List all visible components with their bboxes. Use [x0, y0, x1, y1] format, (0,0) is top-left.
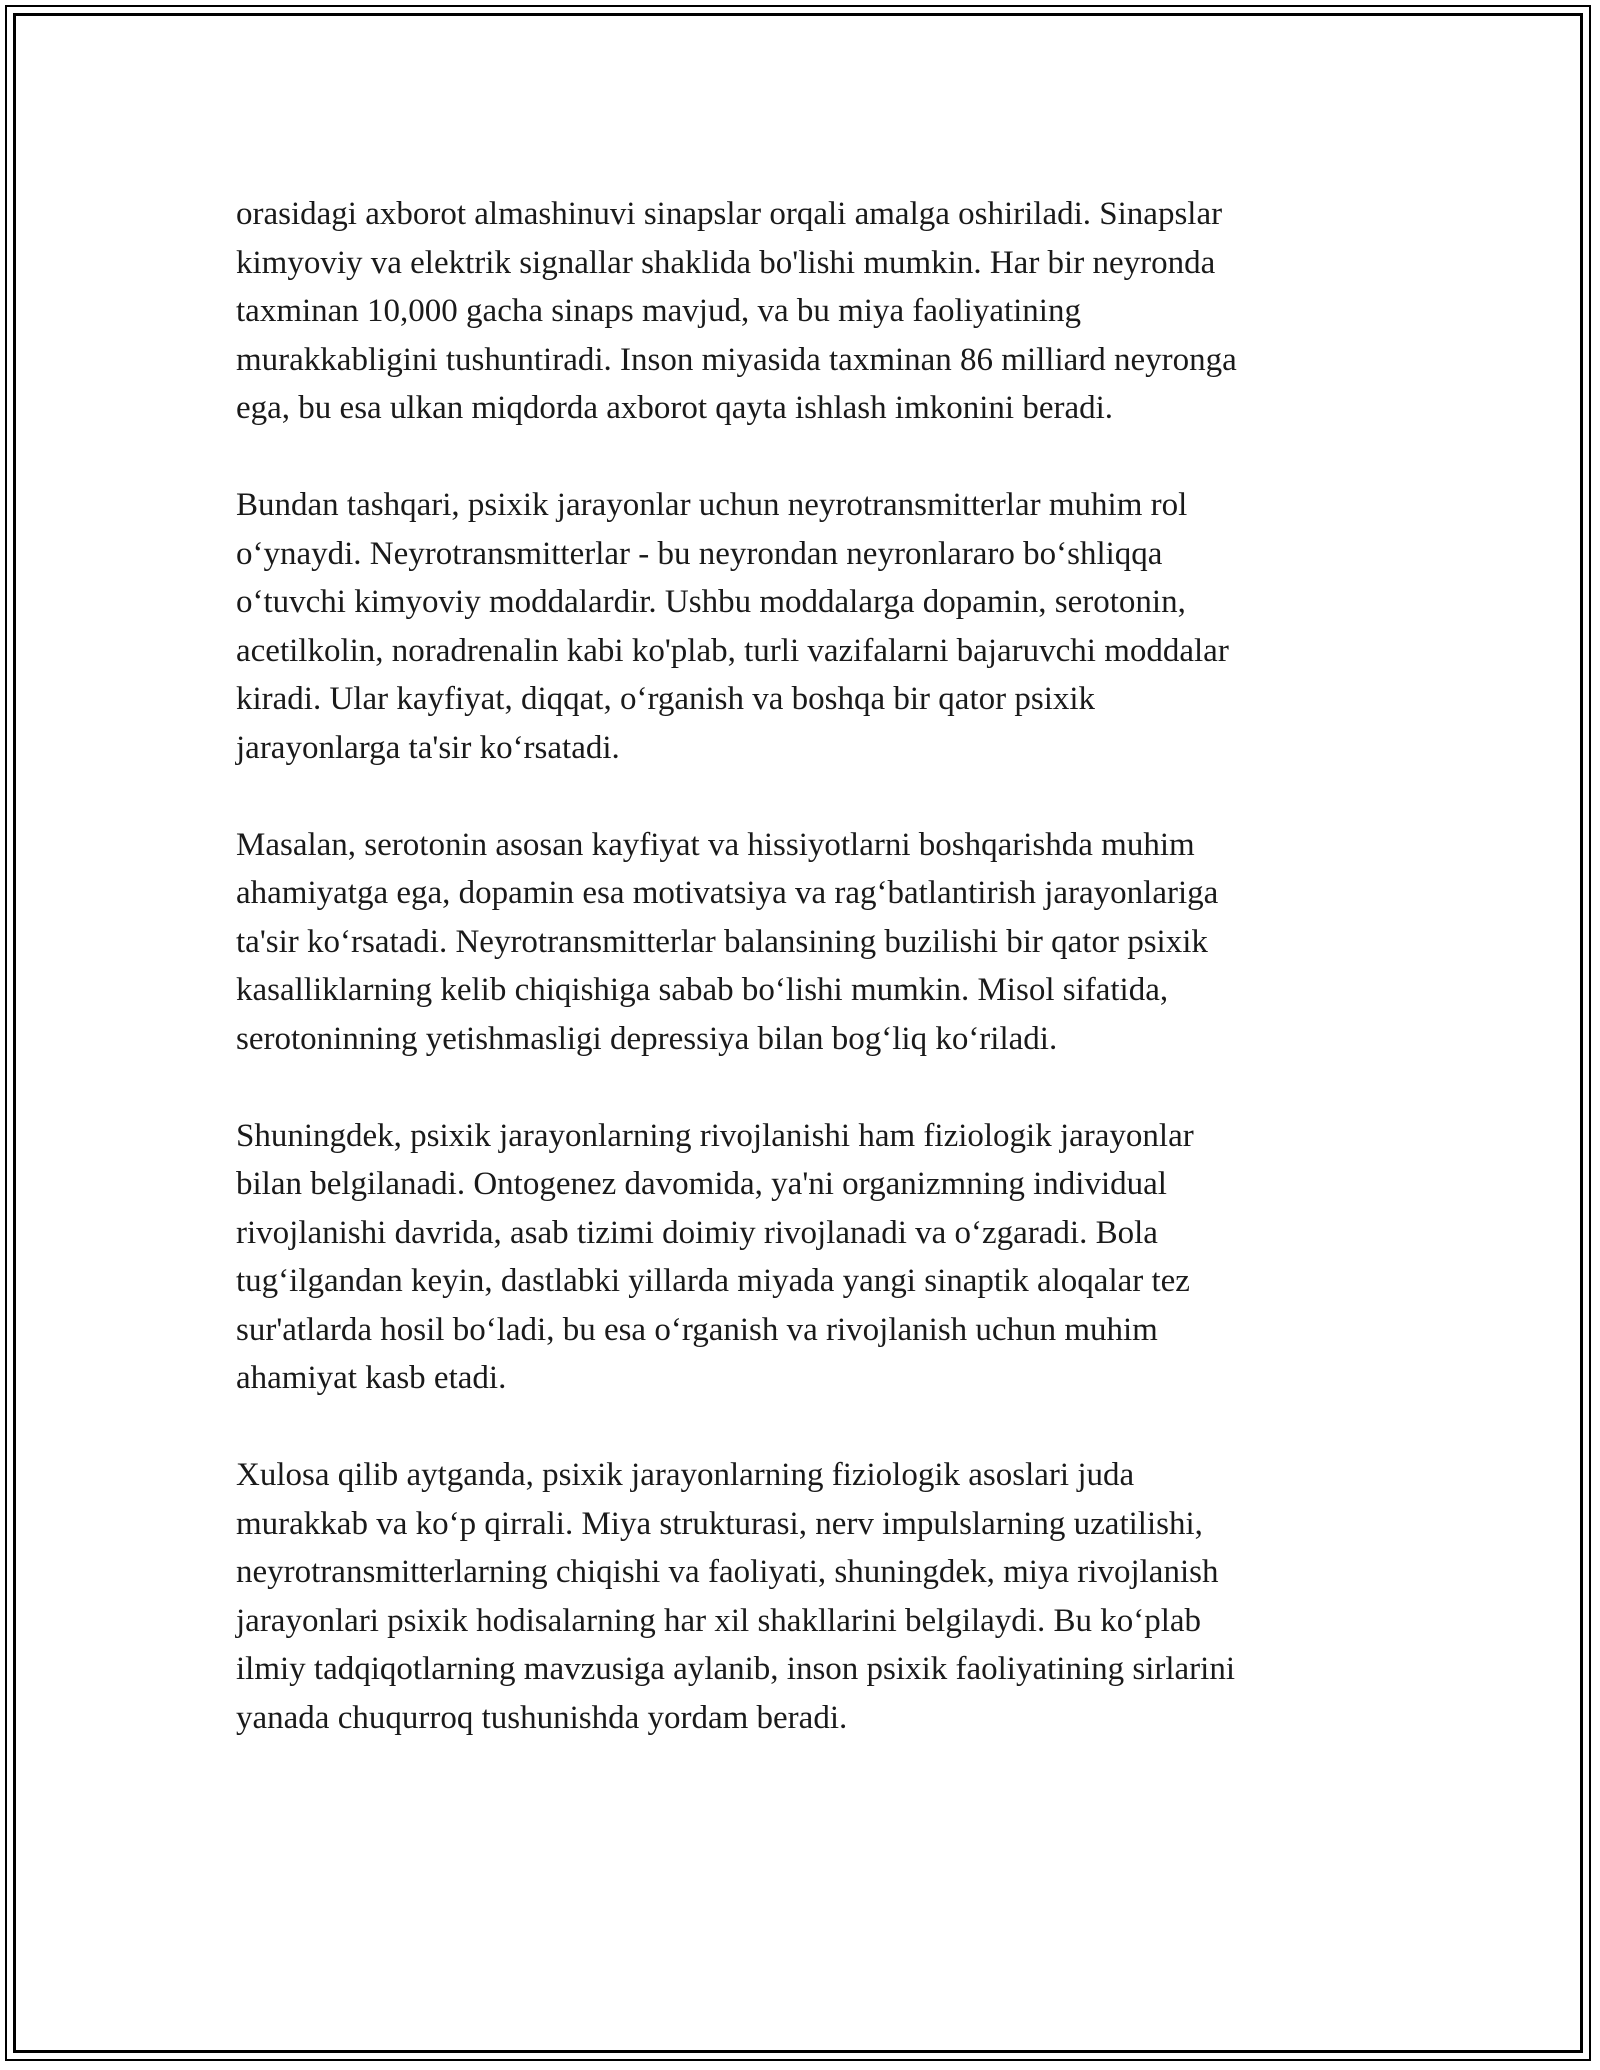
text-line: Shuningdek, psixik jarayonlarning rivojlanishi ham fiziologik jarayonlar	[236, 1117, 1194, 1154]
text-line: o‘ynaydi. Neyrotransmitterlar - bu neyrondan neyronlararo bo‘shliqqa	[236, 535, 1163, 572]
text-line: serotoninning yetishmasligi depressiya bilan bog‘liq ko‘riladi.	[236, 1020, 1058, 1057]
paragraph-2	[236, 481, 1366, 772]
text-line: ahamiyat kasb etadi.	[236, 1360, 507, 1396]
text-line: murakkabligini tushuntiradi. Inson miyasida taxminan 86 milliard neyronga	[236, 341, 1237, 378]
text-line: ega, bu esa ulkan miqdorda axborot qayta ishlash imkonini beradi.	[236, 390, 1114, 426]
text-line: sur'atlarda hosil bo‘ladi, bu esa o‘rganish va rivojlanish uchun muhim	[236, 1311, 1158, 1348]
text-line: Masalan, serotonin asosan kayfiyat va hissiyotlarni boshqarishda muhim	[236, 826, 1195, 863]
text-line: Xulosa qilib aytganda, psixik jarayonlarning fiziologik asoslari juda	[236, 1457, 1135, 1493]
text-line: yanada chuqurroq tushunishda yordam beradi.	[236, 1699, 848, 1736]
document-body	[236, 190, 1366, 1791]
text-line: ahamiyatga ega, dopamin esa motivatsiya va rag‘batlantirish jarayonlariga	[236, 875, 1219, 911]
text-line: acetilkolin, noradrenalin kabi ko'plab, turli vazifalarni bajaruvchi moddalar	[236, 632, 1229, 669]
text-line: orasidagi axborot almashinuvi sinapslar orqali amalga oshiriladi. Sinapslar	[236, 196, 1223, 232]
text-line: ilmiy tadqiqotlarning mavzusiga aylanib, inson psixik faoliyatining sirlarini	[236, 1651, 1236, 1687]
text-line: taxminan 10,000 gacha sinaps mavjud, va bu miya faoliyatining	[236, 293, 1081, 329]
text-line: kasalliklarning kelib chiqishiga sabab bo‘lishi mumkin. Misol sifatida,	[236, 972, 1169, 1008]
text-line: kimyoviy va elektrik signallar shaklida bo'lishi mumkin. Har bir neyronda	[236, 244, 1216, 281]
paragraph-4	[236, 1112, 1366, 1403]
text-line: jarayonlarga ta'sir ko‘rsatadi.	[236, 729, 620, 766]
paragraph-5	[236, 1451, 1366, 1742]
paragraph-3	[236, 821, 1366, 1064]
text-line: Bundan tashqari, psixik jarayonlar uchun neyrotransmitterlar muhim rol	[236, 487, 1188, 523]
text-line: o‘tuvchi kimyoviy moddalardir. Ushbu moddalarga dopamin, serotonin,	[236, 584, 1186, 620]
text-line: tug‘ilgandan keyin, dastlabki yillarda miyada yangi sinaptik aloqalar tez	[236, 1263, 1190, 1299]
text-line: ta'sir ko‘rsatadi. Neyrotransmitterlar balansining buzilishi bir qator psixik	[236, 923, 1208, 960]
text-line: kiradi. Ular kayfiyat, diqqat, o‘rganish va boshqa bir qator psixik	[236, 681, 1096, 717]
text-line: bilan belgilanadi. Ontogenez davomida, ya'ni organizmning individual	[236, 1166, 1167, 1202]
paragraph-1	[236, 190, 1366, 433]
text-line: neyrotransmitterlarning chiqishi va faoliyati, shuningdek, miya rivojlanish	[236, 1554, 1219, 1590]
text-line: jarayonlari psixik hodisalarning har xil shakllarini belgilaydi. Bu ko‘plab	[236, 1602, 1202, 1639]
text-line: rivojlanishi davrida, asab tizimi doimiy rivojlanadi va o‘zgaradi. Bola	[236, 1214, 1158, 1251]
text-line: murakkab va ko‘p qirrali. Miya strukturasi, nerv impulslarning uzatilishi,	[236, 1505, 1203, 1542]
